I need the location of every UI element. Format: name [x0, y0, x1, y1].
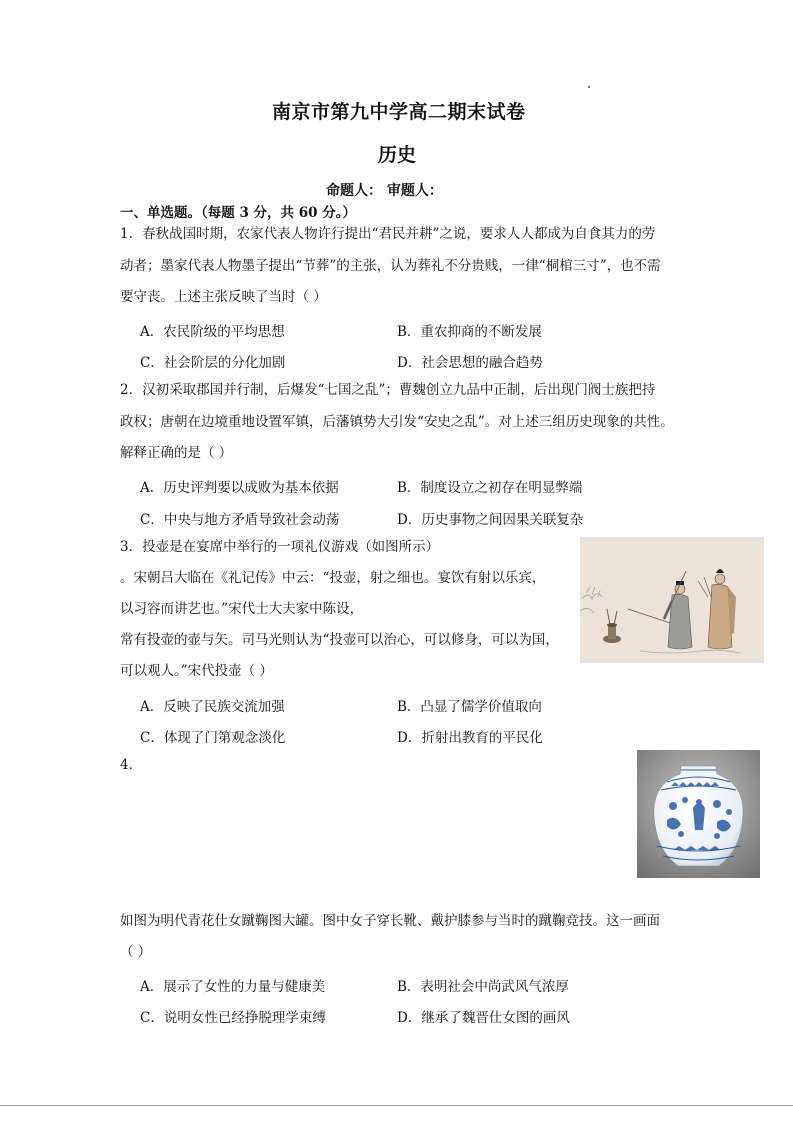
option-b[interactable]: B．重农抑商的不断发展 — [397, 324, 542, 340]
subject-title: 历史 — [378, 144, 417, 166]
option-b[interactable]: B．制度设立之初存在明显弊端 — [397, 480, 583, 496]
option-a[interactable]: A．农民阶级的平均思想 — [140, 324, 285, 340]
question-text-line: 以习容而讲艺也。”宋代士大夫家中陈设， — [120, 601, 364, 617]
touhu-painting-image — [580, 537, 764, 663]
page-bottom-divider — [0, 1105, 793, 1106]
authors-line: 命题人： 审题人： — [326, 183, 443, 199]
option-a[interactable]: A．展示了女性的力量与健康美 — [140, 979, 326, 995]
option-c[interactable]: C．中央与地方矛盾导致社会动荡 — [140, 512, 340, 528]
option-d[interactable]: D．历史事物之间因果关联复杂 — [397, 512, 584, 528]
option-c[interactable]: C．体现了门第观念淡化 — [140, 730, 286, 746]
option-c[interactable]: C．说明女性已经挣脱理学束缚 — [140, 1010, 326, 1026]
question-text-line: 可以观人。”宋代投壶（ ） — [120, 663, 273, 679]
blue-white-jar-image — [637, 750, 760, 878]
question-text-line: 2．汉初采取郡国并行制，后爆发“七国之乱”；曹魏创立九品中正制，后出现门阀士族把持 — [120, 382, 656, 398]
exam-title: 南京市第九中学高二期末试卷 — [272, 101, 526, 123]
question-text-line: 3．投壶是在宴席中举行的一项礼仪游戏（如图所示） — [120, 539, 440, 555]
option-d[interactable]: D．社会思想的融合趋势 — [397, 355, 543, 371]
section-header: 一、单选题。（每题 3 分，共 60 分。） — [120, 205, 356, 221]
question-text-line: 1．春秋战国时期，农家代表人物许行提出“君民并耕”之说，要求人人都成为自食其力的劳 — [120, 226, 656, 242]
option-a[interactable]: A．历史评判要以成败为基本依据 — [140, 480, 339, 496]
scan-dot — [588, 86, 590, 88]
option-c[interactable]: C．社会阶层的分化加剧 — [140, 355, 286, 371]
question-text-line: 政权；唐朝在边境重地设置军镇，后藩镇势大引发“安史之乱”。对上述三组历史现象的共性。 — [120, 414, 674, 430]
question-text-line: 动者；墨家代表人物墨子提出“节葬”的主张，认为葬礼不分贵贱，一律“桐棺三寸”，也不需 — [120, 258, 661, 274]
question-text-line: （ ） — [120, 944, 152, 960]
question-text-line: 解释正确的是（ ） — [120, 445, 233, 461]
option-d[interactable]: D．继承了魏晋仕女图的画风 — [397, 1010, 570, 1026]
option-b[interactable]: B．凸显了儒学价值取向 — [397, 699, 542, 715]
question-text-line: 如图为明代青花仕女蹴鞠图大罐。图中女子穿长靴、戴护膝参与当时的蹴鞠竞技。这一画面 — [120, 913, 660, 929]
option-a[interactable]: A．反映了民族交流加强 — [140, 699, 285, 715]
option-d[interactable]: D．折射出教育的平民化 — [397, 730, 543, 746]
option-b[interactable]: B．表明社会中尚武风气浓厚 — [397, 979, 569, 995]
question-number: 4． — [120, 757, 143, 773]
question-text-line: 常有投壶的壶与矢。司马光则认为“投壶可以治心，可以修身，可以为国， — [120, 632, 559, 648]
question-text-line: 要守丧。上述主张反映了当时（ ） — [120, 289, 327, 305]
question-text-line: 。宋朝吕大临在《礼记传》中云：“投壶，射之细也。宴饮有射以乐宾， — [120, 570, 546, 586]
